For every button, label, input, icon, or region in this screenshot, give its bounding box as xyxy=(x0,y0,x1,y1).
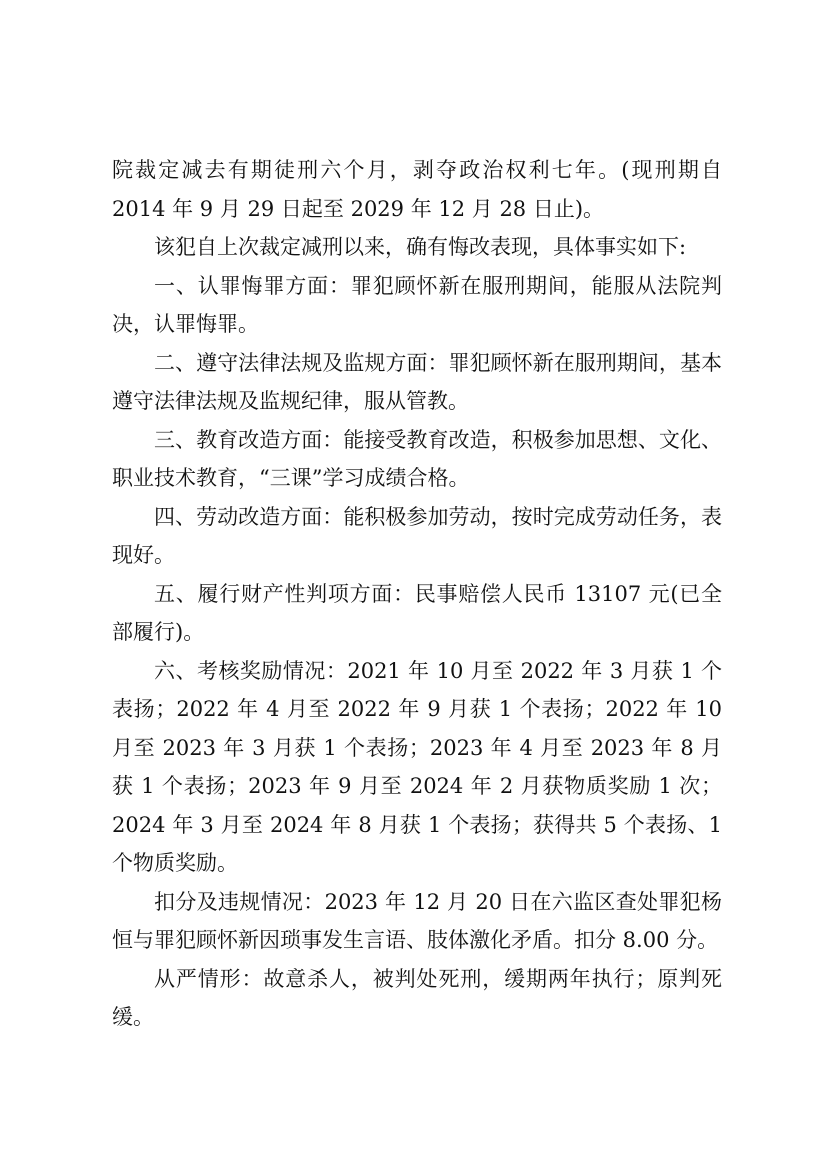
paragraph-labor: 四、劳动改造方面：能积极参加劳动，按时完成劳动任务，表现好。 xyxy=(112,504,722,567)
paragraph-rewards: 六、考核奖励情况：2021 年 10 月至 2022 年 3 月获 1 个表扬；2022 年 4 月至 2022 年 9 月获 1 个表扬；2022 年 10 月至 2023 年 3 月获 1 个表扬；2023 年 4 月至 2023 年 8 月获 1 个表扬；2023 年 9 月至 2024 年 2 月获物质奖励 1 次；2024 年 3 月至 2024 年 8 月获 1 个表扬；获得共 5 个表扬、1 个物质奖励。 xyxy=(112,658,722,875)
paragraph-property-judgment: 五、履行财产性判项方面：民事赔偿人民币 13107 元(已全部履行)。 xyxy=(112,581,722,644)
paragraph-confession: 一、认罪悔罪方面：罪犯顾怀新在服刑期间，能服从法院判决，认罪悔罪。 xyxy=(112,273,722,336)
paragraph-intro: 该犯自上次裁定减刑以来，确有悔改表现，具体事实如下: xyxy=(154,235,687,259)
paragraph-education: 三、教育改造方面：能接受教育改造，积极参加思想、文化、职业技术教育，“三课”学习成绩合格。 xyxy=(112,427,722,490)
paragraph-sentence-continuation: 院裁定减去有期徒刑六个月，剥夺政治权利七年。(现刑期自 2014 年 9 月 29 日起至 2029 年 12 月 28 日止)。 xyxy=(112,158,722,221)
paragraph-law-compliance: 二、遵守法律法规及监规方面：罪犯顾怀新在服刑期间，基本遵守法律法规及监规纪律，服从管教。 xyxy=(112,350,722,413)
document-body xyxy=(112,151,722,1037)
paragraph-deductions: 扣分及违规情况：2023 年 12 月 20 日在六监区查处罪犯杨恒与罪犯顾怀新因琐事发生言语、肢体激化矛盾。扣分 8.00 分。 xyxy=(112,889,722,952)
paragraph-aggravating-circumstances: 从严情形：故意杀人，被判处死刑，缓期两年执行；原判死缓。 xyxy=(112,966,722,1029)
